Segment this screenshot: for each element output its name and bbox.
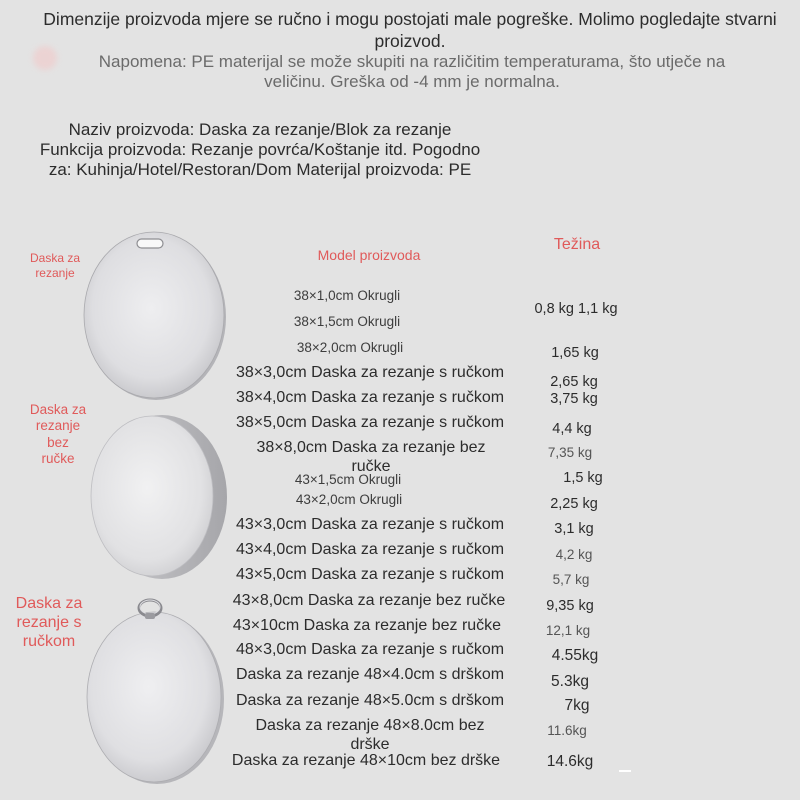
weight-value: 0,8 kg 1,1 kg — [534, 301, 618, 317]
decorative-white-dash — [619, 770, 631, 772]
weight-value: 1,65 kg — [551, 345, 599, 361]
weight-value: 14.6kg — [546, 753, 594, 770]
weight-value: 4,4 kg — [552, 421, 592, 437]
board-face — [91, 416, 213, 576]
category-label-board-with-handle — [4, 594, 94, 651]
weight-value: 5.3kg — [551, 673, 589, 690]
handle-slot — [137, 239, 163, 248]
weight-value: 5,7 kg — [552, 572, 590, 587]
product-info-line: za: Kuhinja/Hotel/Restoran/Dom Materijal proizvoda: PE — [48, 160, 472, 179]
measurement-notice-line: Dimenzije proizvoda mjere se ručno i mogu postojati male pogreške. Molimo pogledajte stvarni — [43, 9, 777, 29]
category-label-line: ručke — [41, 450, 75, 466]
weight-value: 9,35 kg — [546, 598, 594, 614]
category-label-line: rezanje s — [16, 613, 82, 631]
shrinkage-note-line: Napomena: PE materijal se može skupiti na različitim temperaturama, što utječe na — [98, 52, 726, 71]
weight-value: 12,1 kg — [545, 623, 591, 638]
model-row: Daska za rezanje 48×5.0cm s drškom — [235, 692, 505, 709]
category-label-line: Daska za — [15, 594, 83, 612]
model-row: 48×3,0cm Daska za rezanje s ručkom — [235, 641, 505, 658]
weight-value: 11.6kg — [547, 723, 587, 738]
model-row: 43×8,0cm Daska za rezanje bez ručke — [232, 592, 506, 609]
weight-value: 2,65 kg — [550, 374, 598, 390]
model-row: Daska za rezanje 48×8.0cm bez drške — [255, 717, 485, 753]
model-row: 38×5,0cm Daska za rezanje s ručkom — [235, 414, 505, 431]
shrinkage-note-line: veličinu. Greška od -4 mm je normalna. — [264, 71, 560, 91]
model-row: 43×1,5cm Okrugli — [294, 472, 402, 487]
category-label-line: rezanje — [35, 418, 81, 434]
category-label-line: Daska za — [29, 402, 87, 417]
category-label-line: bez — [47, 434, 69, 450]
model-row: 38×8,0cm Daska za rezanje bez ručke — [256, 439, 486, 475]
oval-cutting-board-image — [80, 228, 230, 403]
weight-value: 3,75 kg — [550, 391, 598, 407]
weight-value: 1,5 kg — [563, 470, 603, 486]
model-row: 38×1,5cm Okrugli — [293, 314, 401, 329]
board-face — [87, 612, 221, 782]
model-row: 43×3,0cm Daska za rezanje s ručkom — [235, 516, 505, 533]
product-info-line: Naziv proizvoda: Daska za rezanje/Blok za rezanje — [68, 120, 452, 139]
weight-value: 7kg — [564, 697, 590, 714]
weight-value: 3,1 kg — [554, 521, 594, 537]
category-label-line: ručkom — [22, 632, 76, 650]
category-label-line: rezanje — [35, 266, 75, 280]
round-board-with-ring-image — [82, 596, 232, 788]
measurement-notice-line: proizvod. — [374, 31, 446, 51]
model-row: 38×2,0cm Okrugli — [296, 340, 404, 355]
board-face — [84, 232, 224, 398]
measurement-notice — [22, 8, 798, 52]
model-row: 38×4,0cm Daska za rezanje s ručkom — [235, 389, 505, 406]
model-row: 38×1,0cm Okrugli — [293, 288, 401, 303]
model-row: 38×3,0cm Daska za rezanje s ručkom — [235, 364, 505, 381]
model-row: 43×2,0cm Okrugli — [295, 492, 403, 507]
weight-value: 4,2 kg — [555, 547, 593, 562]
model-row: 43×10cm Daska za rezanje bez ručke — [232, 617, 502, 634]
category-label-line: Daska za — [29, 251, 81, 265]
model-row: 43×4,0cm Daska za rezanje s ručkom — [235, 541, 505, 558]
model-header: Model proizvoda — [317, 247, 421, 263]
weight-value: 2,25 kg — [550, 496, 598, 512]
product-info-line: Funkcija proizvoda: Rezanje povrća/Koštanje itd. Pogodno — [39, 140, 481, 159]
thick-round-board-image — [84, 408, 234, 588]
shrinkage-note — [26, 52, 798, 91]
product-info — [20, 120, 500, 180]
model-row: Daska za rezanje 48×10cm bez drške — [231, 752, 501, 769]
model-row: Daska za rezanje 48×4.0cm s drškom — [235, 666, 505, 683]
weight-value: 4.55kg — [551, 647, 599, 664]
ring-rivet — [145, 613, 155, 619]
model-row: 43×5,0cm Daska za rezanje s ručkom — [235, 566, 505, 583]
weight-value: 7,35 kg — [547, 445, 593, 460]
weight-header: Težina — [553, 236, 601, 253]
